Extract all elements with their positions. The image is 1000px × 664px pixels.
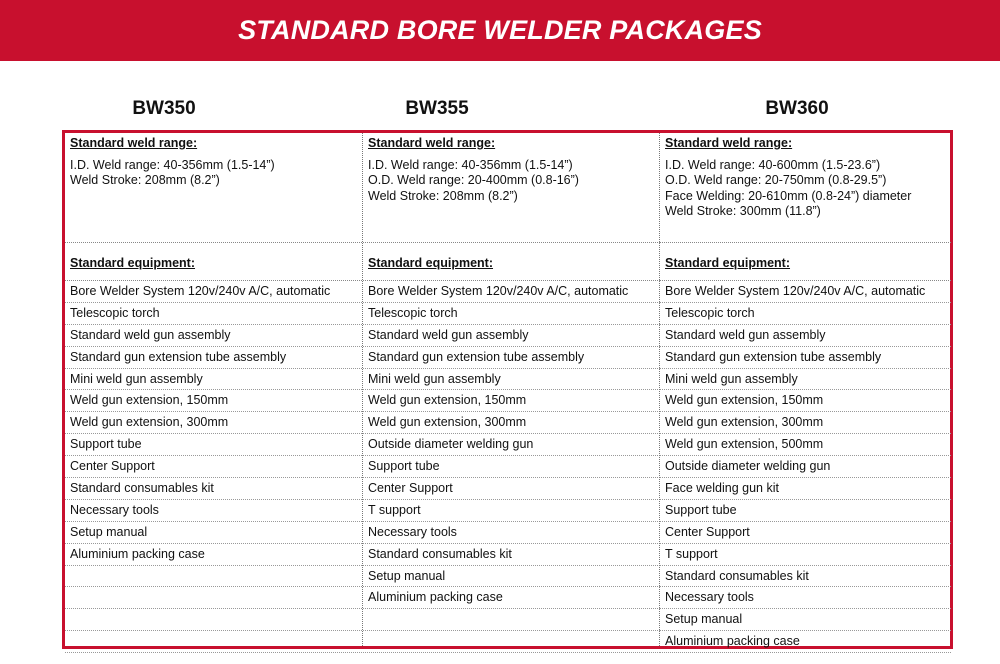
equipment-item: Weld gun extension, 300mm (363, 412, 660, 434)
equipment-item: Outside diameter welding gun (363, 434, 660, 456)
equipment-item: Standard weld gun assembly (65, 325, 362, 347)
equipment-item (363, 609, 660, 631)
equipment-item: Weld gun extension, 300mm (660, 412, 951, 434)
equipment-heading: Standard equipment: (70, 256, 196, 270)
equipment-item: Mini weld gun assembly (660, 369, 951, 391)
equipment-heading: Standard equipment: (665, 256, 791, 270)
equipment-item (363, 631, 660, 653)
equipment-item: Face welding gun kit (660, 478, 951, 500)
equipment-item: Aluminium packing case (363, 587, 660, 609)
equipment-item: Support tube (363, 456, 660, 478)
weld-range-section (363, 133, 660, 243)
equipment-item: Bore Welder System 120v/240v A/C, automatic (65, 281, 362, 303)
equipment-item: Weld gun extension, 150mm (363, 390, 660, 412)
weld-range-line: Weld Stroke: 300mm (11.8”) (665, 204, 821, 218)
equipment-item: Mini weld gun assembly (65, 369, 362, 391)
equipment-list (660, 281, 951, 653)
page-title: STANDARD BORE WELDER PACKAGES (238, 15, 762, 45)
equipment-item: T support (363, 500, 660, 522)
equipment-item: Standard gun extension tube assembly (363, 347, 660, 369)
weld-range-heading: Standard weld range: (665, 136, 793, 150)
weld-range-line: O.D. Weld range: 20-750mm (0.8-29.5”) (665, 173, 887, 187)
equipment-item: Weld gun extension, 500mm (660, 434, 951, 456)
equipment-item: Setup manual (363, 566, 660, 588)
equipment-item: Setup manual (65, 522, 362, 544)
equipment-item: Outside diameter welding gun (660, 456, 951, 478)
weld-range-line: Weld Stroke: 208mm (8.2”) (368, 188, 518, 203)
weld-range-line: O.D. Weld range: 20-400mm (0.8-16”) (368, 173, 579, 187)
equipment-heading-row (65, 243, 362, 281)
equipment-item: Center Support (65, 456, 362, 478)
equipment-item: Necessary tools (65, 500, 362, 522)
page-banner (0, 0, 1000, 61)
column-bw350 (65, 133, 362, 646)
equipment-item: Weld gun extension, 150mm (660, 390, 951, 412)
equipment-item: T support (660, 544, 951, 566)
weld-range-line: I.D. Weld range: 40-356mm (1.5-14”) (70, 157, 275, 172)
equipment-list (363, 281, 660, 653)
weld-range-heading: Standard weld range: (368, 136, 496, 150)
equipment-item: Necessary tools (363, 522, 660, 544)
equipment-item (65, 566, 362, 588)
equipment-item (65, 587, 362, 609)
equipment-item: Center Support (363, 478, 660, 500)
weld-range-line: Weld Stroke: 208mm (8.2”) (70, 173, 220, 187)
equipment-item: Center Support (660, 522, 951, 544)
comparison-table (62, 130, 953, 649)
equipment-item: Bore Welder System 120v/240v A/C, automatic (363, 281, 660, 303)
equipment-item: Telescopic torch (363, 303, 660, 325)
weld-range-line: Face Welding: 20-610mm (0.8-24”) diameter (665, 188, 912, 203)
equipment-item: Bore Welder System 120v/240v A/C, automatic (660, 281, 951, 303)
equipment-item: Mini weld gun assembly (363, 369, 660, 391)
equipment-item: Standard weld gun assembly (660, 325, 951, 347)
equipment-item: Support tube (65, 434, 362, 456)
equipment-item: Standard gun extension tube assembly (65, 347, 362, 369)
model-name-bw355: BW355 (405, 98, 469, 119)
equipment-item: Setup manual (660, 609, 951, 631)
equipment-heading-row (363, 243, 660, 281)
equipment-heading-row (660, 243, 951, 281)
column-bw355 (362, 133, 660, 646)
weld-range-line: I.D. Weld range: 40-600mm (1.5-23.6”) (665, 157, 881, 172)
equipment-item: Aluminium packing case (660, 631, 951, 653)
equipment-heading: Standard equipment: (368, 256, 494, 270)
equipment-list (65, 281, 362, 653)
model-name-bw360: BW360 (765, 98, 829, 119)
weld-range-line: I.D. Weld range: 40-356mm (1.5-14”) (368, 157, 573, 172)
equipment-item: Standard consumables kit (65, 478, 362, 500)
equipment-item: Standard gun extension tube assembly (660, 347, 951, 369)
equipment-item (65, 631, 362, 653)
equipment-item: Aluminium packing case (65, 544, 362, 566)
equipment-item: Necessary tools (660, 587, 951, 609)
weld-range-section (65, 133, 362, 243)
equipment-item: Weld gun extension, 150mm (65, 390, 362, 412)
equipment-item: Weld gun extension, 300mm (65, 412, 362, 434)
equipment-item (65, 609, 362, 631)
equipment-item: Telescopic torch (660, 303, 951, 325)
equipment-item: Support tube (660, 500, 951, 522)
weld-range-heading: Standard weld range: (70, 136, 198, 150)
equipment-item: Standard weld gun assembly (363, 325, 660, 347)
model-name-bw350: BW350 (132, 98, 196, 119)
equipment-item: Standard consumables kit (660, 566, 951, 588)
equipment-item: Standard consumables kit (363, 544, 660, 566)
column-bw360 (659, 133, 951, 649)
weld-range-section (660, 133, 951, 243)
equipment-item: Telescopic torch (65, 303, 362, 325)
